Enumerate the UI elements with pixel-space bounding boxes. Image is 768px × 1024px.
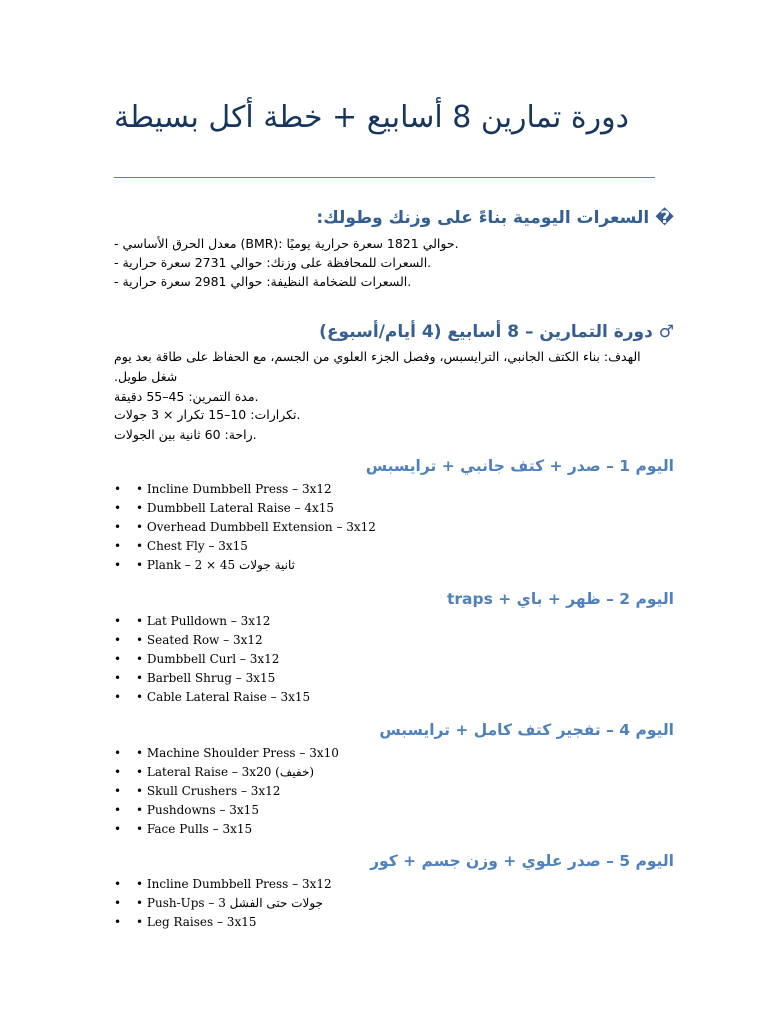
exercise-text: • Lateral Raise – 3x20 (خفيف): [136, 765, 315, 779]
program-duration: مدة التمرين: 45–55 دقيقة.: [114, 389, 259, 404]
bullet-icon: •: [114, 614, 122, 628]
program-heading: ♂ دورة التمارين – 8 أسابيع (4 أيام/أسبوع): [319, 322, 674, 342]
list-item: [114, 875, 332, 894]
bullet-icon: •: [114, 671, 122, 685]
bullet-icon: •: [114, 501, 122, 515]
day4-heading: اليوم 4 – تفجير كتف كامل + ترايسبس: [379, 721, 674, 739]
day1-exercise-list: [114, 480, 376, 575]
exercise-text: • Incline Dumbbell Press – 3x12: [136, 877, 332, 891]
bullet-icon: •: [114, 558, 122, 572]
exercise-text: • Leg Raises – 3x15: [136, 915, 257, 929]
calories-line-maintenance: - السعرات للمحافظة على وزنك: حوالي 2731 سعرة حرارية.: [114, 255, 432, 270]
list-item: [114, 612, 310, 631]
exercise-text: • Face Pulls – 3x15: [136, 822, 253, 836]
bullet-icon: •: [114, 539, 122, 553]
list-item: [114, 744, 339, 763]
exercise-text: • Skull Crushers – 3x12: [136, 784, 281, 798]
calories-line-bmr: - معدل الحرق الأساسي (BMR): حوالي 1821 سعرة حرارية يوميًا.: [114, 236, 459, 251]
bullet-icon: •: [114, 896, 122, 910]
bullet-icon: •: [114, 633, 122, 647]
exercise-text: • Chest Fly – 3x15: [136, 539, 248, 553]
exercise-text: • Machine Shoulder Press – 3x10: [136, 746, 339, 760]
list-item: [114, 763, 339, 782]
day5-heading: اليوم 5 – صدر علوي + وزن جسم + كور: [370, 852, 674, 870]
day2-heading: اليوم 2 – ظهر + باي + traps: [447, 590, 674, 608]
list-item: [114, 669, 310, 688]
bullet-icon: •: [114, 765, 122, 779]
list-item: [114, 688, 310, 707]
bullet-icon: •: [114, 690, 122, 704]
bullet-icon: •: [114, 520, 122, 534]
list-item: [114, 518, 376, 537]
bullet-icon: •: [114, 915, 122, 929]
list-item: [114, 820, 339, 839]
exercise-text: • Barbell Shrug – 3x15: [136, 671, 276, 685]
list-item: [114, 913, 332, 932]
list-item: [114, 480, 376, 499]
list-item: [114, 631, 310, 650]
list-item: [114, 782, 339, 801]
exercise-text: • Lat Pulldown – 3x12: [136, 614, 271, 628]
bullet-icon: •: [114, 877, 122, 891]
exercise-text: • Dumbbell Curl – 3x12: [136, 652, 280, 666]
list-item: [114, 537, 376, 556]
bullet-icon: •: [114, 652, 122, 666]
list-item: [114, 499, 376, 518]
day5-exercise-list: [114, 875, 332, 932]
exercise-text: • Pushdowns – 3x15: [136, 803, 259, 817]
exercise-text: • Plank – 2 × 45 ثانية جولات: [136, 558, 295, 572]
document-title: دورة تمارين 8 أسابيع + خطة أكل بسيطة: [114, 100, 629, 135]
bullet-icon: •: [114, 482, 122, 496]
day2-exercise-list: [114, 612, 310, 707]
list-item: [114, 801, 339, 820]
exercise-text: • Seated Row – 3x12: [136, 633, 263, 647]
day1-heading: اليوم 1 – صدر + كتف جانبي + ترايسبس: [365, 457, 674, 475]
exercise-text: • Push-Ups – 3 جولات حتى الفشل: [136, 896, 323, 910]
program-goal: الهدف: بناء الكتف الجانبي، الترايسبس، وفصل الجزء العلوي من الجسم، مع الحفاظ على طاقة بعد يوم شغل طويل.: [114, 349, 641, 384]
title-underline: [114, 177, 655, 178]
exercise-text: • Cable Lateral Raise – 3x15: [136, 690, 311, 704]
bullet-icon: •: [114, 822, 122, 836]
list-item: [114, 650, 310, 669]
bullet-icon: •: [114, 803, 122, 817]
exercise-text: • Dumbbell Lateral Raise – 4x15: [136, 501, 335, 515]
program-rest: راحة: 60 ثانية بين الجولات.: [114, 427, 257, 442]
list-item: [114, 556, 376, 575]
exercise-text: • Incline Dumbbell Press – 3x12: [136, 482, 332, 496]
bullet-icon: •: [114, 746, 122, 760]
program-reps: تكرارات: 10–15 تكرار × 3 جولات.: [114, 407, 301, 422]
calories-line-bulk: - السعرات للضخامة النظيفة: حوالي 2981 سعرة حرارية.: [114, 274, 412, 289]
list-item: [114, 894, 332, 913]
exercise-text: • Overhead Dumbbell Extension – 3x12: [136, 520, 376, 534]
calories-heading: � السعرات اليومية بناءً على وزنك وطولك:: [316, 208, 674, 228]
day4-exercise-list: [114, 744, 339, 839]
bullet-icon: •: [114, 784, 122, 798]
